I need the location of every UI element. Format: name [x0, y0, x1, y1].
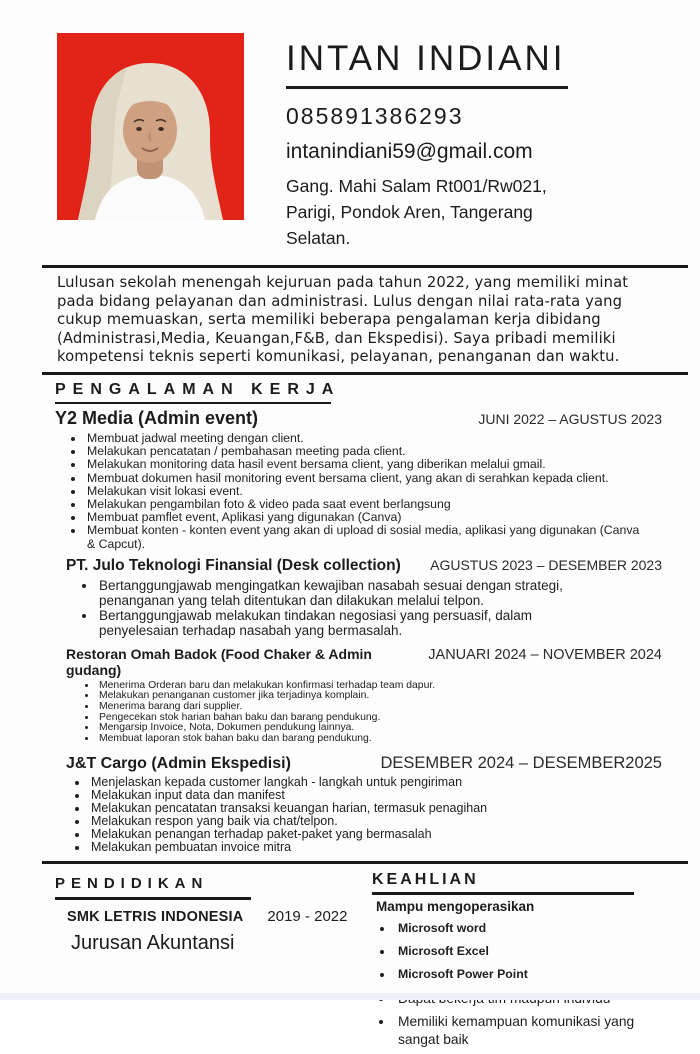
education-title-divider	[55, 897, 251, 900]
job-bullet-item: • Melakukan pencatatan / pembahasan meeting pada client.	[85, 445, 645, 458]
skills-title: KEAHLIAN	[372, 871, 479, 889]
job-bullet-item: • Melakukan pengambilan foto & video pada saat event berlangsung	[85, 498, 645, 511]
job-entry	[55, 754, 662, 854]
job-bullets	[55, 432, 645, 551]
job-bullets	[55, 578, 567, 638]
candidate-name: INTAN INDIANI	[286, 39, 566, 78]
job-bullet-item: • Melakukan visit lokasi event.	[85, 485, 645, 498]
skill-item: • Memiliki kemampuan komunikasi yang sangat baik	[394, 1013, 665, 1049]
profile-photo	[57, 33, 244, 220]
profile-photo-illustration	[57, 33, 244, 220]
job-bullets	[55, 776, 662, 854]
job-bullet-item: • Membuat pamflet event, Aplikasi yang digunakan (Canva)	[85, 511, 645, 524]
job-dates: JUNI 2022 – AGUSTUS 2023	[478, 411, 662, 427]
job-entry	[55, 646, 662, 745]
skills-list	[372, 921, 665, 1049]
email-address: intanindiani59@gmail.com	[286, 140, 533, 163]
phone-number: 085891386293	[286, 103, 464, 129]
job-company: J&T Cargo (Admin Ekspedisi)	[66, 755, 291, 773]
divider	[42, 265, 688, 268]
job-header	[55, 754, 662, 773]
job-bullet-item: • Bertanggungjawab mengingatkan kewajiban nasabah sesuai dengan strategi, penanganan yang telah ditentukan dan dilakukan melalui telpon.	[97, 578, 567, 608]
address-line: Parigi, Pondok Aren, Tangerang	[286, 202, 533, 222]
job-header	[55, 557, 662, 575]
job-bullet-item: • Melakukan pencatatan transaksi keuangan harian, termasuk penagihan	[89, 802, 662, 815]
divider	[42, 372, 688, 375]
education-section	[55, 871, 350, 1054]
job-bullet-item: • Membuat laporan stok bahan baku dan barang pendukung.	[97, 734, 662, 745]
job-dates: DESEMBER 2024 – DESEMBER2025	[380, 754, 662, 773]
address-line: Gang. Mahi Salam Rt001/Rw021,	[286, 176, 547, 196]
job-company: Restoran Omah Badok (Food Chaker & Admin gudang)	[66, 645, 372, 678]
address-line: Selatan.	[286, 228, 351, 248]
job-bullets	[55, 681, 662, 745]
job-bullet-item: • Melakukan pembuatan invoice mitra	[89, 841, 662, 854]
school-name: SMK LETRIS INDONESIA	[67, 908, 244, 925]
job-bullet-item: • Menerima Orderan baru dan melakukan konfirmasi terhadap team dapur.	[97, 681, 662, 692]
education-title: PENDIDIKAN	[55, 875, 209, 893]
education-years: 2019 - 2022	[267, 907, 348, 925]
skills-title-divider	[372, 892, 634, 895]
job-bullet-item: • Bertanggungjawab melakukan tindakan negosiasi yang persuasif, dalam penyelesaian terhadap nasabah yang bermasalah.	[97, 608, 567, 638]
experience-section	[0, 381, 700, 855]
job-entry	[55, 408, 662, 551]
job-bullet-item: • Membuat dokumen hasil monitoring event bersama client, yang akan di serahkan kepada client.	[85, 472, 645, 485]
education-entry	[55, 908, 350, 925]
job-entry	[55, 557, 662, 638]
skill-item: • Microsoft Excel	[394, 944, 665, 958]
job-bullet-item: • Membuat konten - konten event yang akan di upload di sosial media, aplikasi yang digunakan (Canva & Capcut).	[85, 524, 645, 550]
page-bottom-strip	[0, 993, 700, 1000]
job-company: Y2 Media (Admin event)	[55, 408, 259, 428]
job-bullet-item: • Melakukan respon yang baik via chat/telpon.	[89, 815, 662, 828]
job-dates: AGUSTUS 2023 – DESEMBER 2023	[430, 556, 662, 573]
postal-address	[286, 173, 568, 251]
job-bullet-item: • Menerima barang dari supplier.	[97, 702, 662, 713]
name-divider	[286, 86, 568, 89]
experience-title-divider	[55, 402, 331, 405]
job-bullet-item: • Melakukan penangan terhadap paket-paket yang bermasalah	[89, 828, 662, 841]
job-bullet-item: • Melakukan input data dan manifest	[89, 789, 662, 802]
job-bullet-item: • Melakukan monitoring data hasil event bersama client, yang diberikan melalui gmail.	[85, 458, 645, 471]
education-major: Jurusan Akuntansi	[71, 931, 235, 954]
skill-item: • Microsoft word	[394, 921, 665, 935]
job-company: PT. Julo Teknologi Finansial (Desk collection)	[66, 556, 401, 574]
job-bullet-item: • Mengarsip Invoice, Nota, Dokumen pendukung lainnya.	[97, 723, 662, 734]
contact-block	[286, 33, 568, 251]
job-bullet-item: • Melakukan penanganan customer jika terjadinya komplain.	[97, 691, 662, 702]
job-header	[55, 408, 662, 429]
job-dates: JANUARI 2024 – NOVEMBER 2024	[428, 646, 662, 663]
resume-header	[0, 0, 700, 251]
job-bullet-item: • Pengecekan stok harian bahan baku dan barang pendukung.	[97, 713, 662, 724]
skill-item: • Microsoft Power Point	[394, 967, 665, 981]
bottom-section	[0, 864, 700, 1054]
job-bullet-item: • Membuat jadwal meeting dengan client.	[85, 432, 645, 445]
job-header	[55, 646, 662, 678]
skills-intro: Mampu mengoperasikan	[376, 898, 535, 914]
profile-summary: Lulusan sekolah menengah kejuruan pada tahun 2022, yang memiliki minat pada bidang pelayanan dan administrasi. Lulus dengan nilai rata-rata yang cukup memuaskan, serta memiliki beberapa pengalaman kerja dibidang (Administrasi,Media, Keuangan,F&B, dan Ekspedisi). Saya pribadi memiliki kompetensi teknis seperti komunikasi, pelayanan, penanganan dan waktu.	[57, 274, 629, 365]
skills-section	[372, 871, 665, 1054]
job-bullet-item: • Menjelaskan kepada customer langkah - langkah untuk pengiriman	[89, 776, 662, 789]
experience-title: PENGALAMAN KERJA	[55, 380, 341, 398]
